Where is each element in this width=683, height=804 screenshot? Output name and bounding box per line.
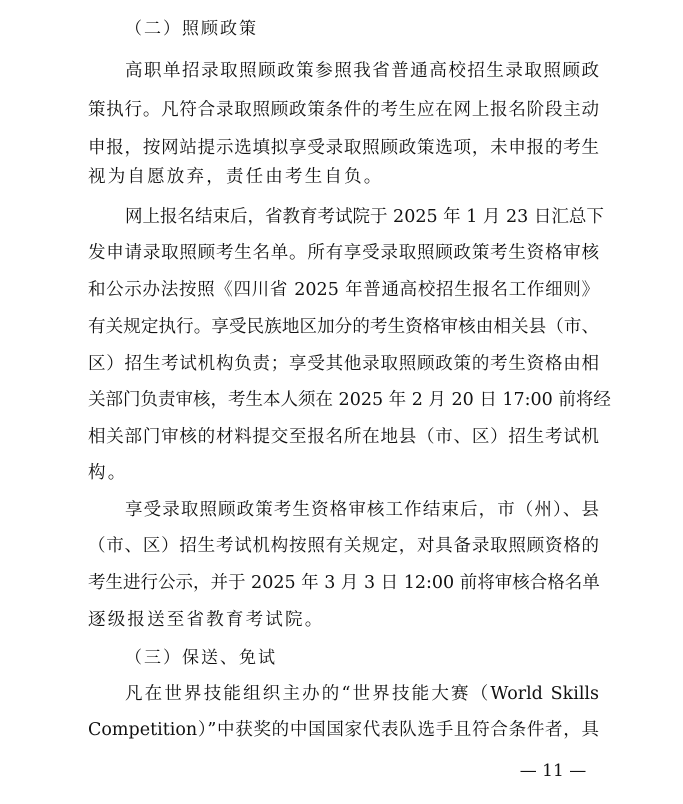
paragraph-line: （市、区）招生考试机构按照有关规定，对具备录取照顾资格的 bbox=[88, 536, 599, 556]
paragraph-line: 网上报名结束后，省教育考试院于 2025 年 1 月 23 日汇总下 bbox=[125, 207, 604, 227]
paragraph-line: 构。 bbox=[88, 463, 128, 483]
paragraph-line: 和公示办法按照《四川省 2025 年普通高校招生报名工作细则》 bbox=[88, 280, 599, 300]
page-number: — 11 — bbox=[519, 761, 587, 781]
paragraph-line: 发申请录取照顾考生名单。所有享受录取照顾政策考生资格审核 bbox=[88, 243, 599, 263]
paragraph-line: 高职单招录取照顾政策参照我省普通高校招生录取照顾政 bbox=[125, 61, 599, 81]
paragraph-line: Competition）”中获奖的中国国家代表队选手且符合条件者，具 bbox=[88, 720, 599, 740]
paragraph-line: 关部门负责审核，考生本人须在 2025 年 2 月 20 日 17:00 前将经 bbox=[88, 390, 611, 410]
paragraph-line: 有关规定执行。享受民族地区加分的考生资格审核由相关县（市、 bbox=[88, 317, 599, 337]
paragraph-line: 区）招生考试机构负责；享受其他录取照顾政策的考生资格由相 bbox=[88, 354, 599, 374]
paragraph-line: 申报，按网站提示选填拟享受录取照顾政策选项，未申报的考生 bbox=[88, 138, 599, 158]
paragraph-line: 相关部门审核的材料提交至报名所在地县（市、区）招生考试机 bbox=[88, 427, 599, 447]
paragraph-line: 逐级报送至省教育考试院。 bbox=[88, 610, 325, 630]
paragraph-line: 视为自愿放弃，责任由考生自负。 bbox=[88, 167, 384, 187]
paragraph-line: 策执行。凡符合录取照顾政策条件的考生应在网上报名阶段主动 bbox=[88, 100, 599, 120]
paragraph-line: 考生进行公示，并于 2025 年 3 月 3 日 12:00 前将审核合格名单 bbox=[88, 573, 600, 593]
section-heading-care-policy: （二）照顾政策 bbox=[125, 19, 258, 39]
paragraph-line: 凡在世界技能组织主办的“世界技能大赛（World Skills bbox=[125, 684, 599, 704]
paragraph-line: 享受录取照顾政策考生资格审核工作结束后，市（州）、县 bbox=[125, 500, 599, 520]
section-heading-recommendation-exemption: （三）保送、免试 bbox=[125, 648, 277, 668]
